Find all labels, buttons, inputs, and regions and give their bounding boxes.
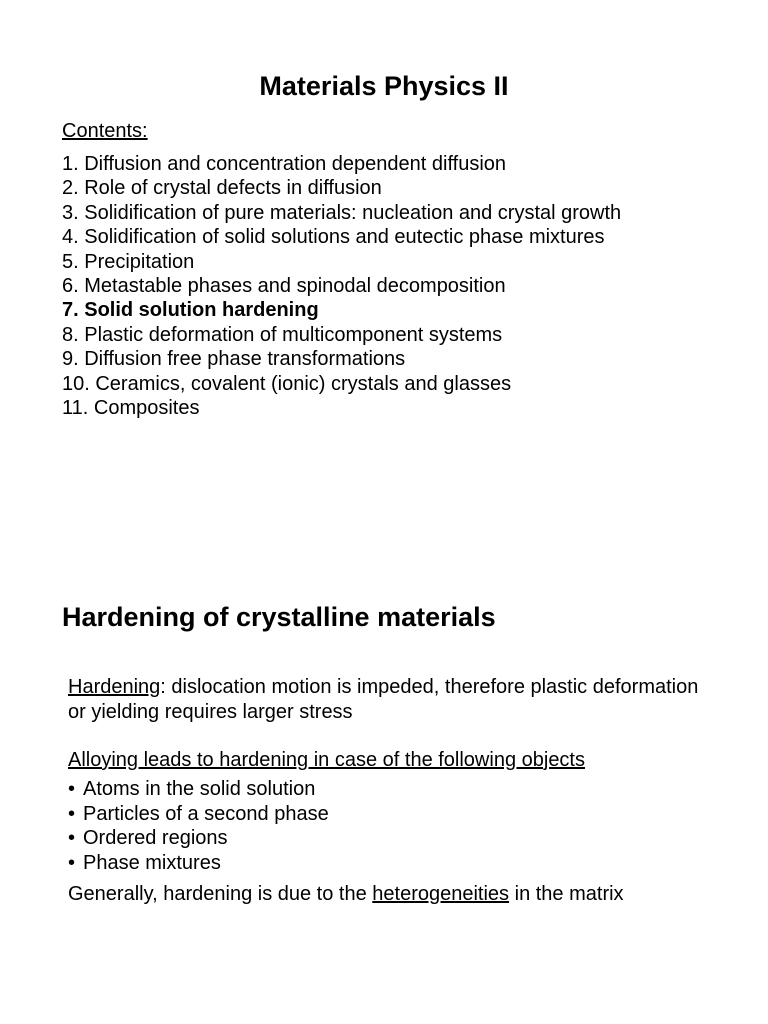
objects-list <box>68 777 329 875</box>
definition-term: Hardening <box>68 676 161 698</box>
list-item: 10. Ceramics, covalent (ionic) crystals and glasses <box>62 372 512 395</box>
list-item: 6. Metastable phases and spinodal decomposition <box>62 275 506 298</box>
contents-label: Contents: <box>62 120 148 142</box>
list-item-text: Ordered regions <box>83 827 228 849</box>
list-item <box>68 777 329 802</box>
page-title: Materials Physics II <box>259 71 509 101</box>
list-item: 9. Diffusion free phase transformations <box>62 348 406 371</box>
definition-text: : dislocation motion is impeded, therefore plastic deformation or yielding requires larger stress <box>68 676 699 723</box>
list-item: 2. Role of crystal defects in diffusion <box>62 177 382 200</box>
bullet: • <box>68 802 76 825</box>
list-item-text: Phase mixtures <box>83 851 221 874</box>
bullet: • <box>68 827 76 849</box>
hardening-definition <box>68 675 708 724</box>
bullet: • <box>68 851 76 874</box>
current-list-item: 7. Solid solution hardening <box>62 299 319 322</box>
list-item <box>68 802 329 827</box>
list-item <box>68 826 329 851</box>
list-item: 5. Precipitation <box>62 250 195 273</box>
summary-line <box>68 881 624 907</box>
list-item: 1. Diffusion and concentration dependent diffusion <box>62 153 507 175</box>
summary-suffix: in the matrix <box>509 883 624 905</box>
section-heading: Hardening of crystalline materials <box>62 602 496 632</box>
list-item-text: Particles of a second phase <box>83 802 329 825</box>
list-item <box>68 851 329 876</box>
list-item: 8. Plastic deformation of multicomponent systems <box>62 323 503 346</box>
summary-term: heterogeneities <box>372 883 510 905</box>
list-item-text: Atoms in the solid solution <box>83 778 316 800</box>
contents-list <box>62 152 621 420</box>
bullet: • <box>68 778 76 800</box>
list-item: 4. Solidification of solid solutions and eutectic phase mixtures <box>62 226 605 249</box>
list-item: 3. Solidification of pure materials: nucleation and crystal growth <box>62 201 622 224</box>
list-item: 11. Composites <box>62 397 200 420</box>
alloying-intro: Alloying leads to hardening in case of the following objects <box>68 749 585 771</box>
summary-prefix: Generally, hardening is due to the <box>68 883 373 905</box>
